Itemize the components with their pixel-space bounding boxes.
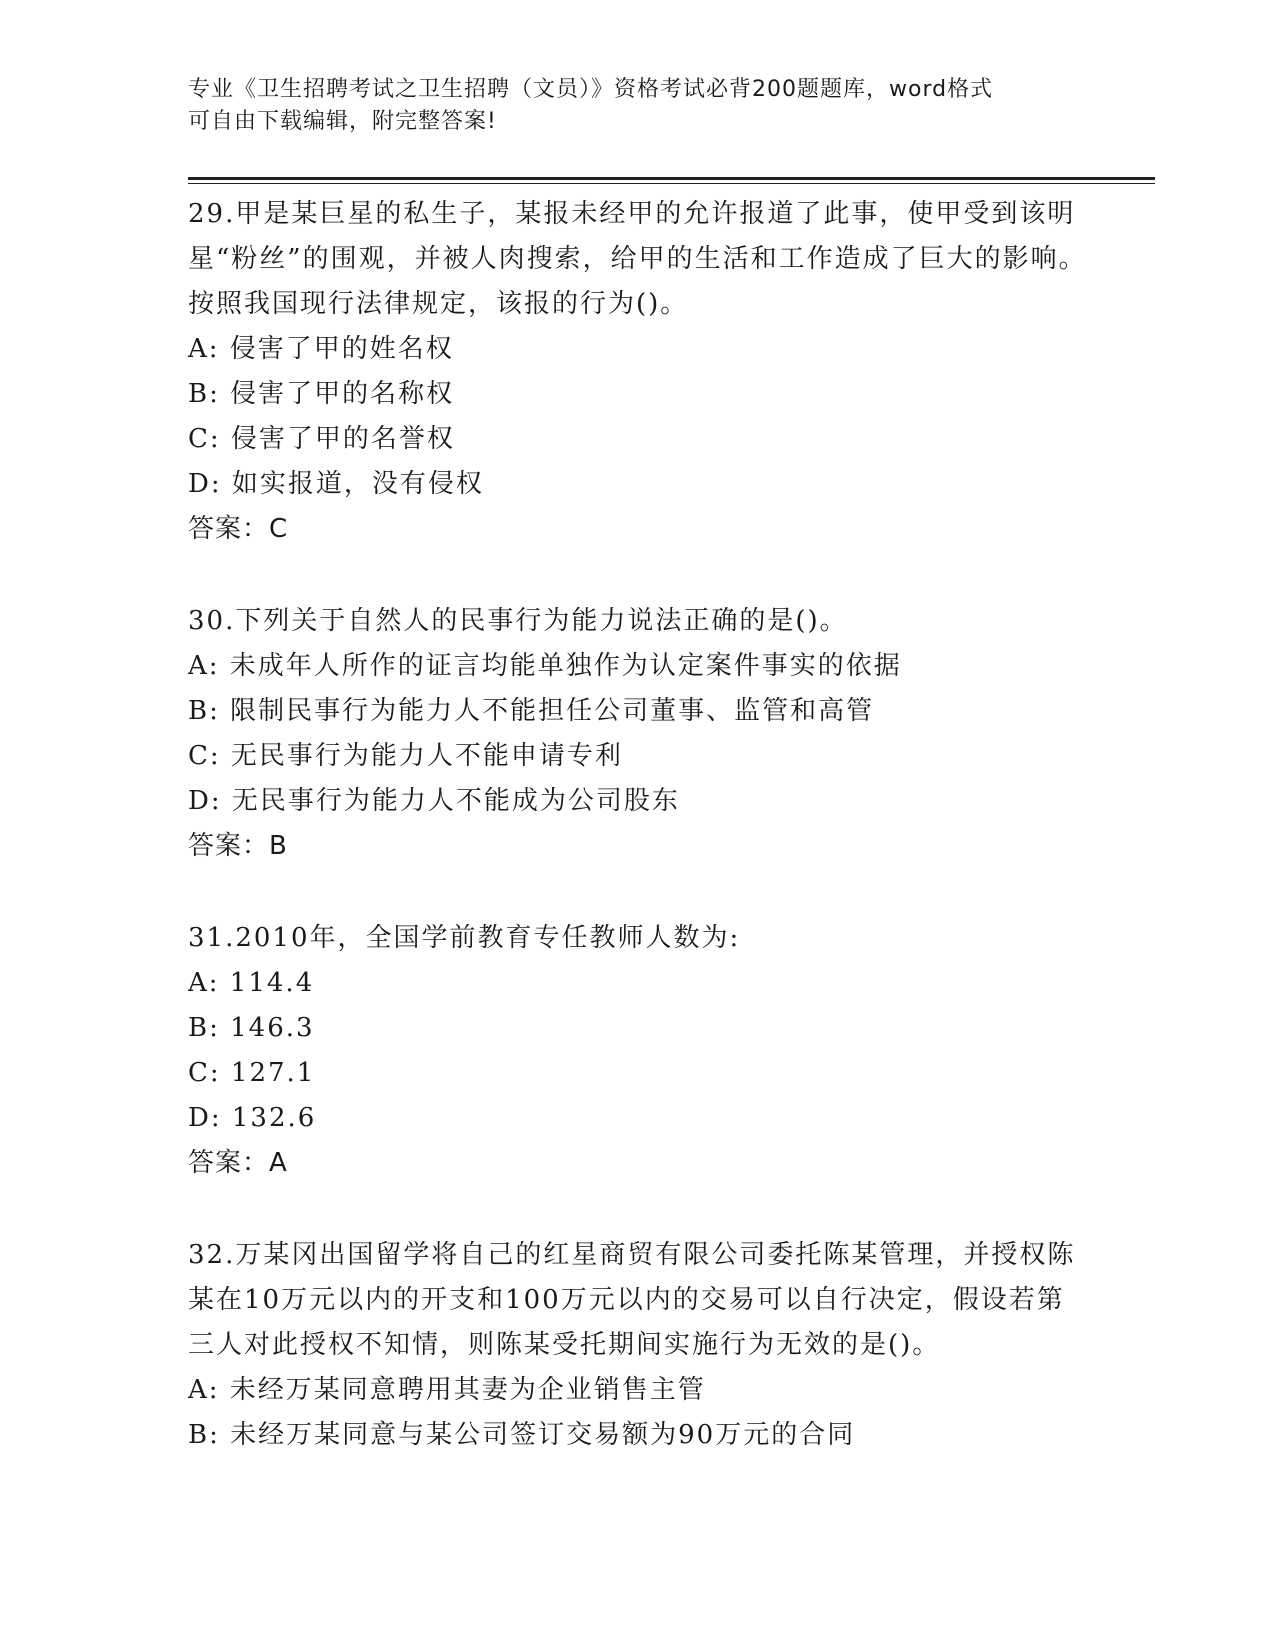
header-divider-thick bbox=[188, 177, 1155, 180]
option-c: C: 无民事行为能力人不能申请专利 bbox=[188, 741, 623, 771]
option-a: A: 114.4 bbox=[188, 968, 315, 998]
question-list bbox=[188, 192, 1088, 1458]
option-b: B: 146.3 bbox=[188, 1013, 315, 1043]
answer-line: 答案：C bbox=[188, 514, 289, 544]
answer-line: 答案：B bbox=[188, 831, 288, 861]
question-32 bbox=[188, 1233, 1088, 1458]
option-b: B: 限制民事行为能力人不能担任公司董事、监管和高管 bbox=[188, 696, 875, 726]
option-d: D: 无民事行为能力人不能成为公司股东 bbox=[188, 786, 680, 816]
document-header bbox=[188, 74, 1088, 138]
option-c: C: 127.1 bbox=[188, 1058, 316, 1088]
option-d: D: 132.6 bbox=[188, 1103, 317, 1133]
header-divider-thin bbox=[188, 183, 1155, 184]
answer-line: 答案：A bbox=[188, 1148, 288, 1178]
option-b: B: 未经万某同意与某公司签订交易额为90万元的合同 bbox=[188, 1420, 856, 1450]
question-31 bbox=[188, 916, 1088, 1186]
header-line-2: 可自由下载编辑，附完整答案! bbox=[188, 109, 497, 134]
question-stem: 32.万某冈出国留学将自己的红星商贸有限公司委托陈某管理，并授权陈某在10万元以内的开支和100万元以内的交易可以自行决定，假设若第三人对此授权不知情，则陈某受托期间实施行为无效的是()。 bbox=[188, 1240, 1076, 1360]
option-d: D: 如实报道，没有侵权 bbox=[188, 469, 484, 499]
header-line-1: 专业《卫生招聘考试之卫生招聘（文员）》资格考试必背200题题库，word格式 bbox=[188, 77, 994, 102]
option-c: C: 侵害了甲的名誉权 bbox=[188, 424, 455, 454]
question-30 bbox=[188, 599, 1088, 869]
option-a: A: 未经万某同意聘用其妻为企业销售主管 bbox=[188, 1375, 706, 1405]
option-b: B: 侵害了甲的名称权 bbox=[188, 379, 455, 409]
question-stem: 30.下列关于自然人的民事行为能力说法正确的是()。 bbox=[188, 606, 848, 636]
question-stem: 29.甲是某巨星的私生子，某报未经甲的允许报道了此事，使甲受到该明星“粉丝”的围观，并被人肉搜索，给甲的生活和工作造成了巨大的影响。按照我国现行法律规定，该报的行为()。 bbox=[188, 199, 1087, 319]
question-29 bbox=[188, 192, 1088, 552]
option-a: A: 侵害了甲的姓名权 bbox=[188, 334, 454, 364]
question-stem: 31.2010年，全国学前教育专任教师人数为: bbox=[188, 923, 741, 953]
option-a: A: 未成年人所作的证言均能单独作为认定案件事实的依据 bbox=[188, 651, 902, 681]
